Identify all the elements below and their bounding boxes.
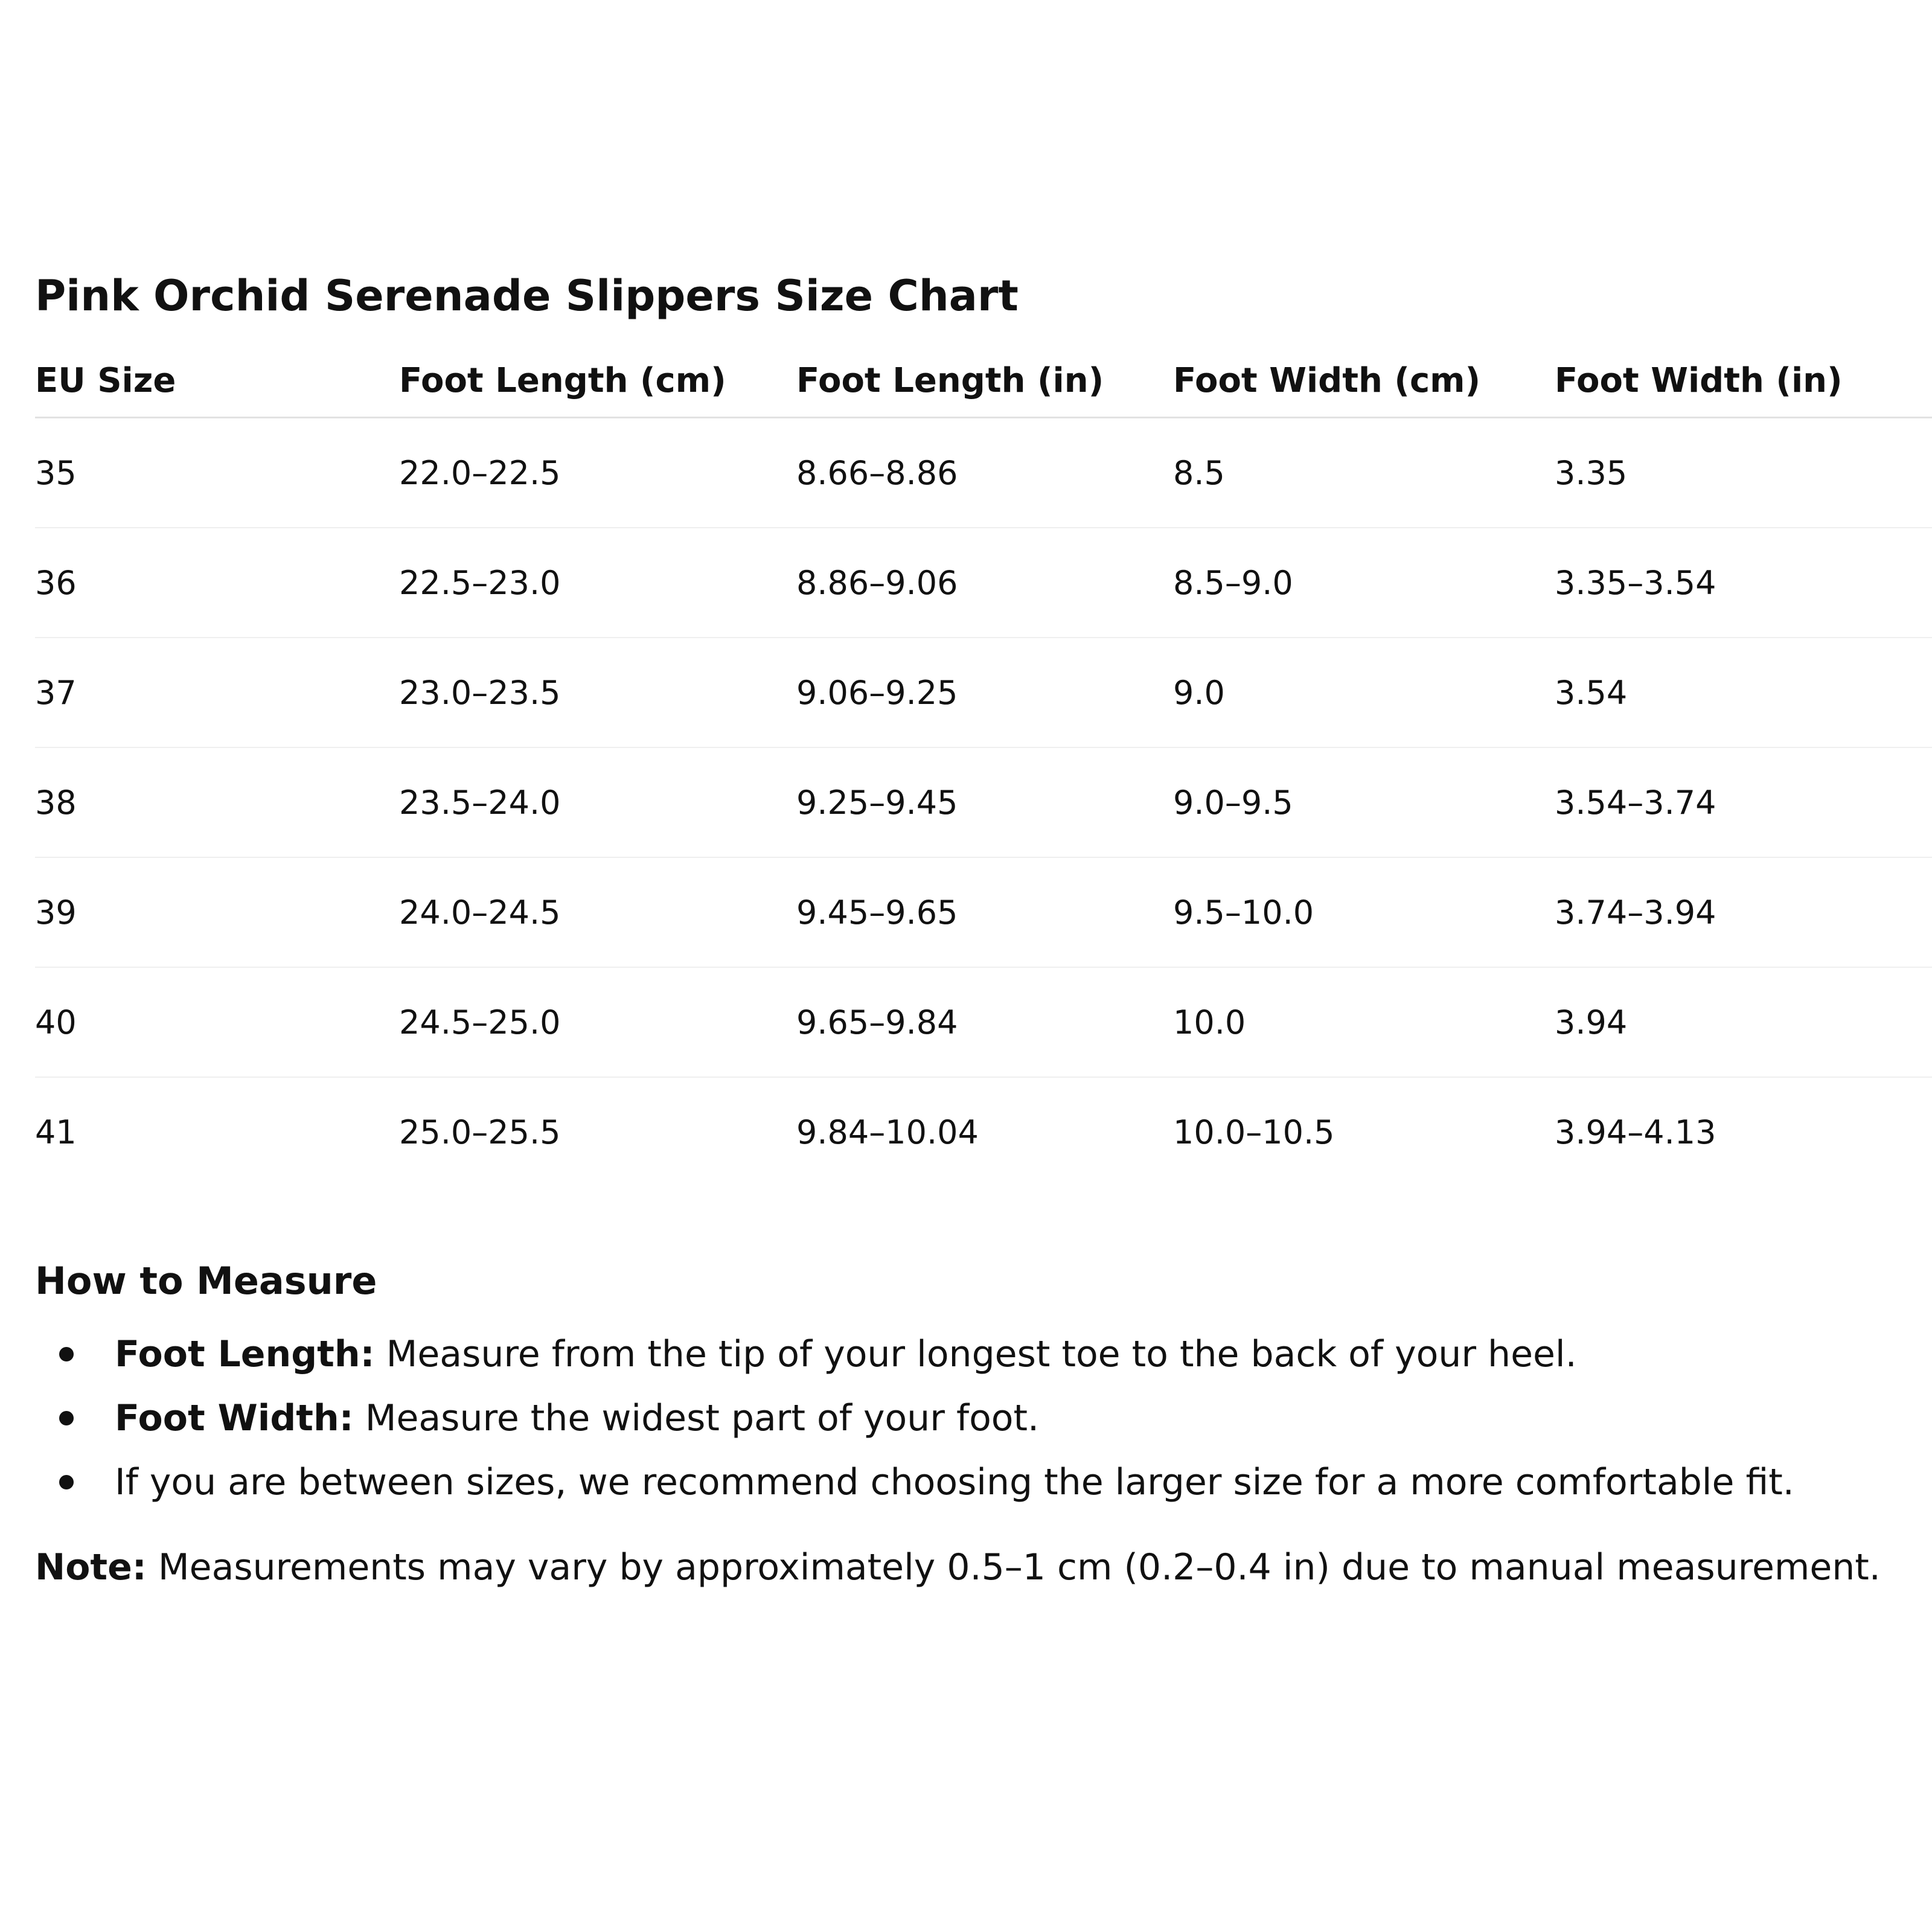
size-table [35,344,1932,1186]
cell-foot-length-in: 9.65–9.84 [796,967,1173,1077]
header-eu-size: EU Size [35,344,399,418]
item-text: Measure the widest part of your foot. [353,1397,1040,1439]
bullet-icon [59,1411,74,1425]
cell-foot-width-cm: 10.0 [1173,967,1555,1077]
table-row [35,638,1932,747]
cell-eu-size: 38 [35,747,399,857]
note-label: Note: [35,1546,147,1588]
cell-foot-width-in: 3.54–3.74 [1555,747,1932,857]
cell-foot-width-in: 3.74–3.94 [1555,857,1932,967]
table-row [35,1077,1932,1186]
cell-foot-length-cm: 24.5–25.0 [399,967,796,1077]
cell-foot-length-cm: 22.5–23.0 [399,528,796,638]
cell-foot-width-cm: 9.0 [1173,638,1555,747]
table-row [35,967,1932,1077]
cell-foot-width-cm: 8.5–9.0 [1173,528,1555,638]
note-text: Measurements may vary by approximately 0.5–1 cm (0.2–0.4 in) due to manual measurement. [146,1546,1881,1588]
cell-foot-length-in: 9.45–9.65 [796,857,1173,967]
cell-eu-size: 36 [35,528,399,638]
cell-eu-size: 41 [35,1113,77,1151]
table-row [35,528,1932,638]
cell-foot-length-cm: 23.0–23.5 [399,638,796,747]
how-to-measure-heading: How to Measure [35,1259,377,1303]
cell-foot-length-cm: 25.0–25.5 [399,1113,561,1151]
bullet-icon [59,1347,74,1361]
cell-foot-width-cm: 8.5 [1173,418,1555,528]
page-title: Pink Orchid Serenade Slippers Size Chart [35,271,1019,321]
cell-foot-length-in: 8.66–8.86 [796,418,1173,528]
item-text: Measure from the tip of your longest toe to the back of your heel. [374,1333,1577,1375]
cell-foot-length-in: 8.86–9.06 [796,528,1173,638]
header-foot-length-in: Foot Length (in) [796,344,1173,418]
cell-foot-length-in: 9.84–10.04 [796,1113,979,1151]
note [35,1538,1881,1596]
how-to-measure-list [35,1322,1794,1514]
table-row [35,857,1932,967]
cell-foot-width-in: 3.35–3.54 [1555,528,1932,638]
list-item [35,1386,1794,1450]
table-header-row [35,344,1932,418]
cell-foot-length-cm: 23.5–24.0 [399,747,796,857]
cell-foot-length-in: 9.25–9.45 [796,747,1173,857]
table-row [35,418,1932,528]
cell-foot-length-cm: 24.0–24.5 [399,857,796,967]
header-foot-width-cm: Foot Width (cm) [1173,344,1555,418]
cell-eu-size: 40 [35,967,399,1077]
item-label: Foot Length: [115,1333,375,1375]
list-item [35,1322,1794,1386]
cell-foot-width-cm: 9.0–9.5 [1173,747,1555,857]
cell-eu-size: 37 [35,638,399,747]
cell-eu-size: 39 [35,857,399,967]
cell-foot-width-cm: 10.0–10.5 [1173,1113,1335,1151]
item-label: Foot Width: [115,1397,354,1439]
bullet-icon [59,1475,74,1489]
cell-foot-width-in: 3.94 [1555,967,1932,1077]
cell-foot-length-cm: 22.0–22.5 [399,418,796,528]
cell-foot-width-cm: 9.5–10.0 [1173,857,1555,967]
cell-foot-length-in: 9.06–9.25 [796,638,1173,747]
list-item [35,1450,1794,1514]
table-row [35,747,1932,857]
header-foot-width-in: Foot Width (in) [1555,344,1932,418]
cell-foot-width-in: 3.94–4.13 [1555,1113,1716,1151]
cell-eu-size: 35 [35,418,399,528]
item-text: If you are between sizes, we recommend choosing the larger size for a more comfortable fit. [115,1461,1794,1503]
cell-foot-width-in: 3.54 [1555,638,1932,747]
header-foot-length-cm: Foot Length (cm) [399,344,796,418]
cell-foot-width-in: 3.35 [1555,418,1932,528]
